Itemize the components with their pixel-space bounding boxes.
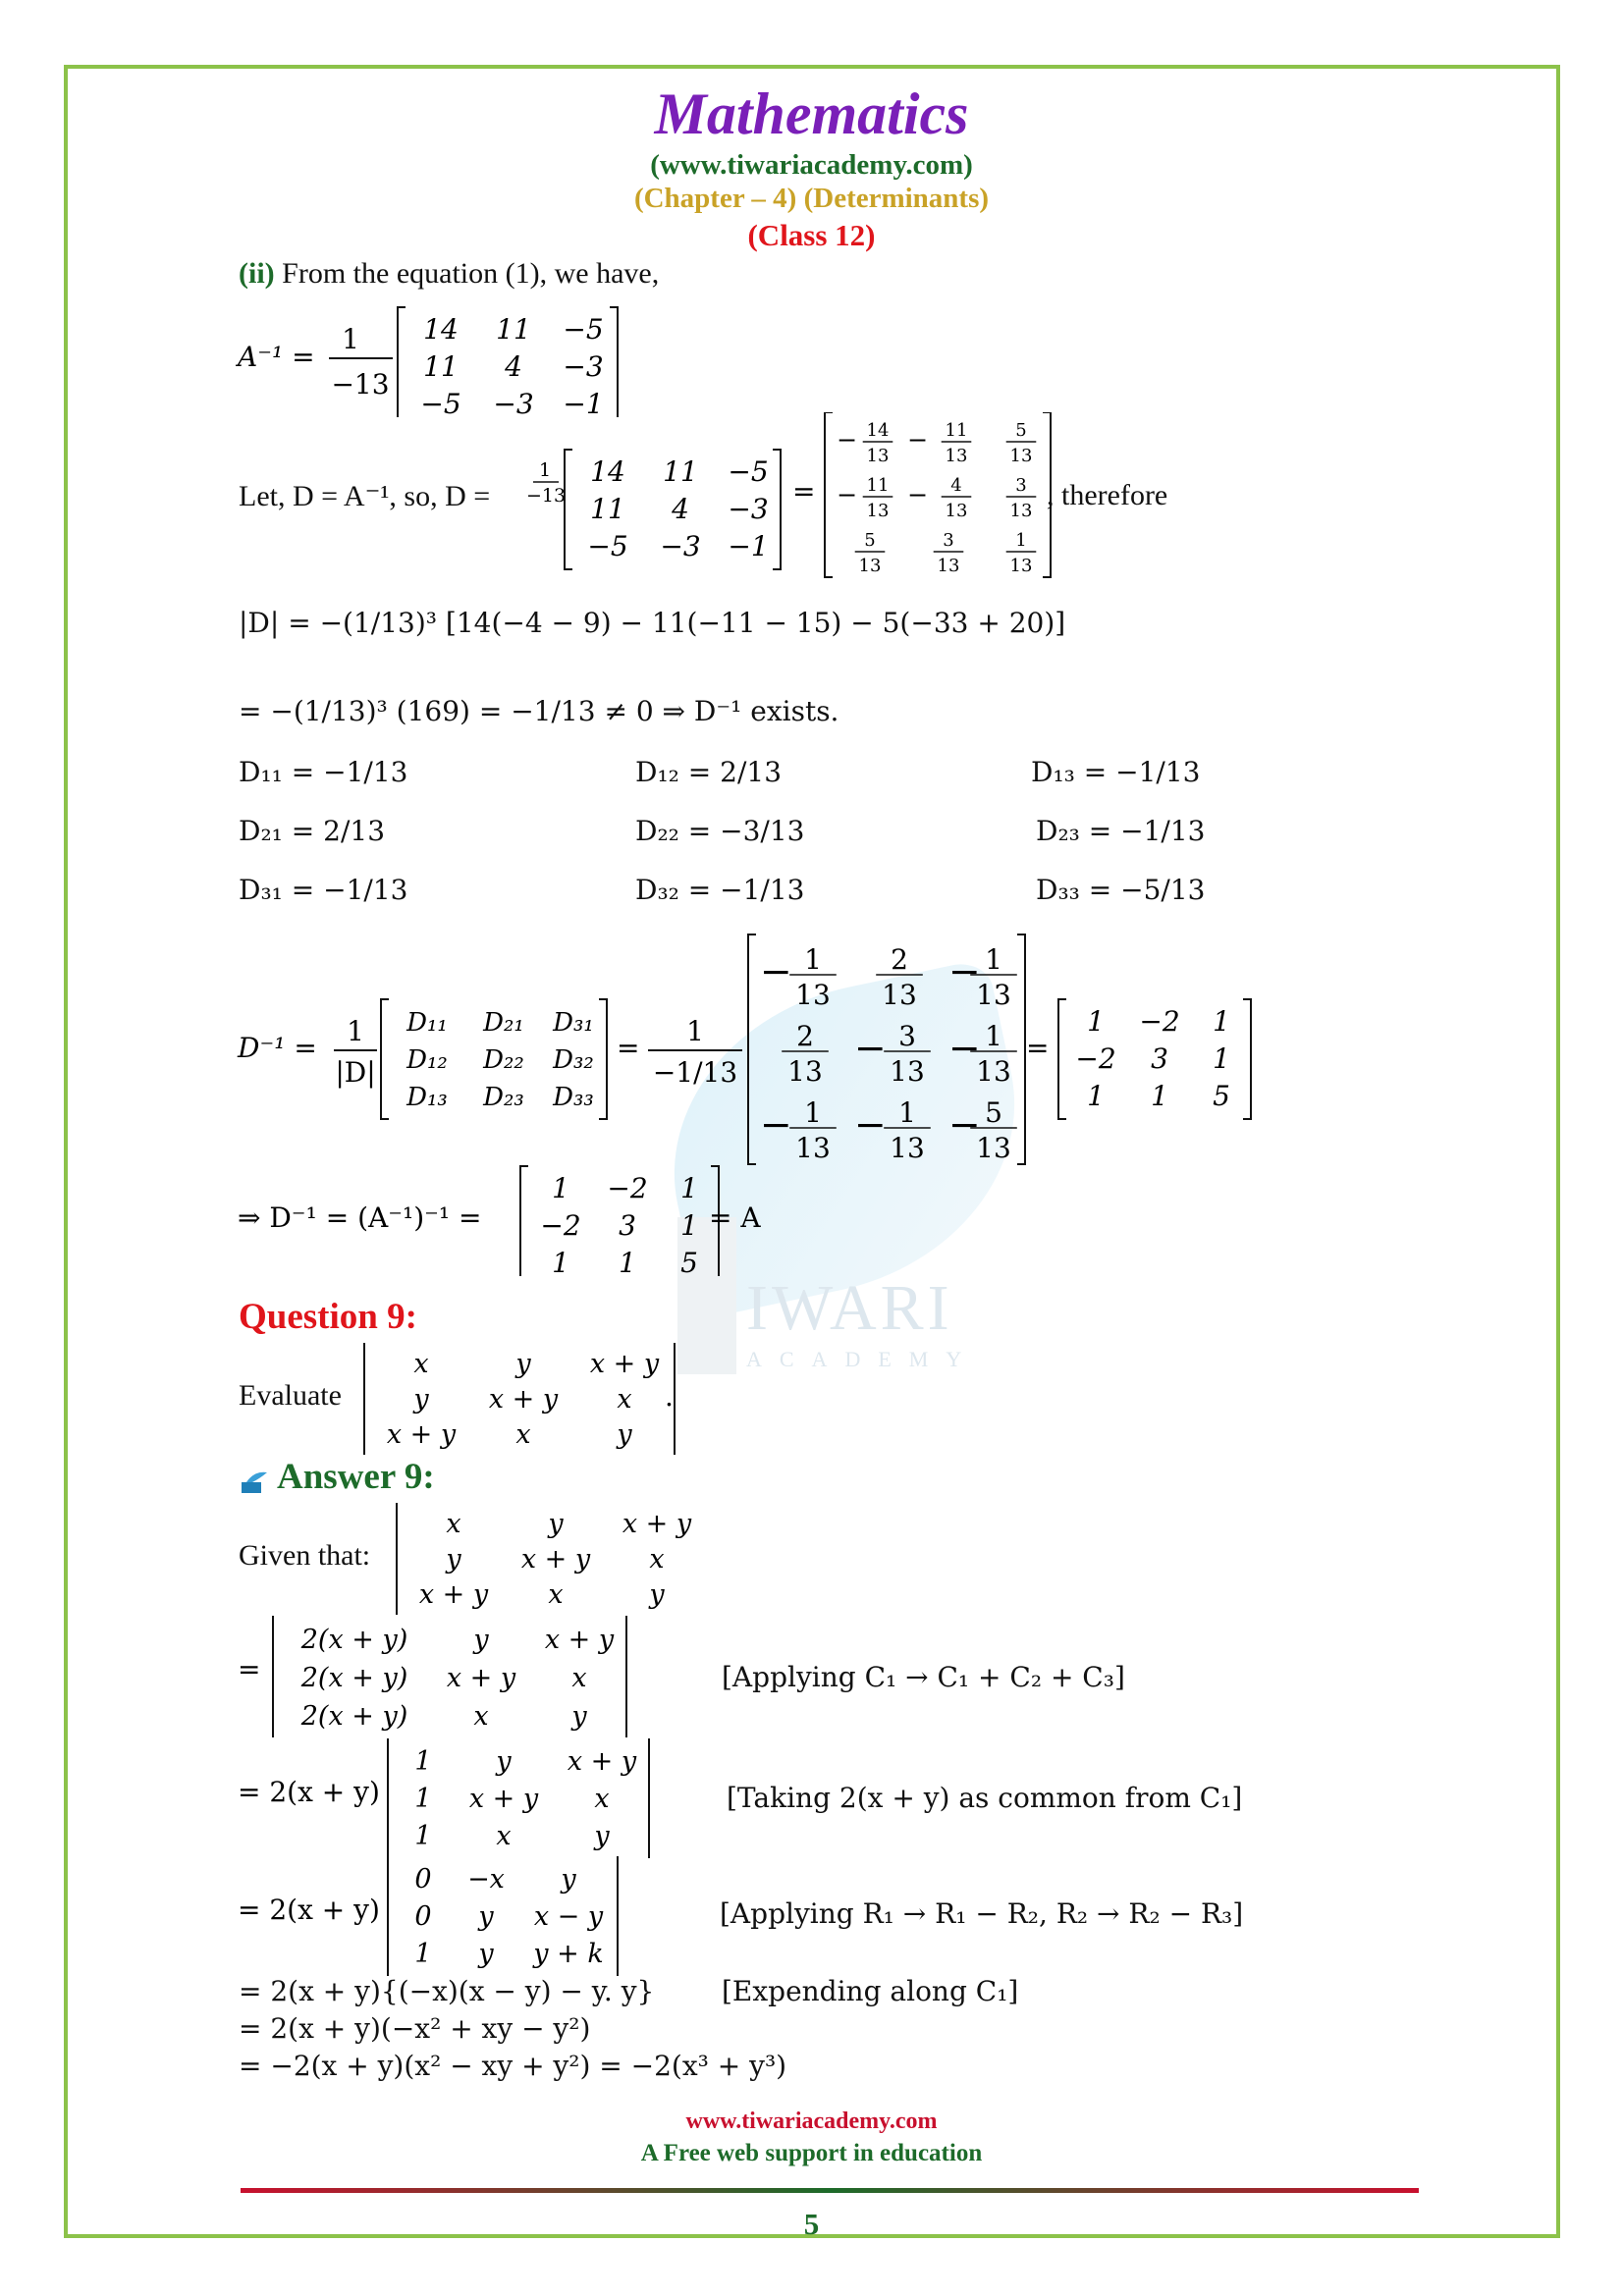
svg-text:1: 1 [538,459,552,481]
matrix-cell: y [478,1939,494,1969]
matrix-cell: 11 [496,313,531,346]
matrix-cell: 0 [414,1901,432,1932]
matrix-cell: x [571,1663,587,1693]
matrix-cell: 1 [1087,1005,1105,1038]
watermark-subtext: ACADEMY [746,1347,980,1371]
svg-text:=: = [792,475,816,507]
ainv-equation [236,299,628,417]
svg-text:D⁻¹ =: D⁻¹ = [238,1032,317,1064]
fraction-numerator: 1 [1015,530,1027,551]
matrix-cell: x [594,1784,610,1814]
matrix-cell: x − y [533,1901,604,1932]
cofactor-d33: D₃₃ = −5/13 [1036,874,1206,906]
minus-sign: − [948,1102,981,1148]
fraction-denominator: 13 [890,1132,925,1164]
matrix-cell: x [473,1701,489,1732]
matrix-cell: y [446,1544,461,1575]
matrix-cell: x + y [386,1419,457,1450]
chapter-label: (Chapter – 4) (Determinants) [633,183,990,214]
matrix-cell: 5 [680,1247,698,1276]
matrix-cell: x + y [488,1384,559,1415]
fraction-denominator: 13 [1009,556,1033,576]
svg-text:=: = [1026,1032,1050,1064]
step3-matrix [388,1856,618,1976]
matrix-cell: y [413,1384,429,1415]
matrix-cell: x [515,1419,531,1450]
matrix-cell: y [548,1509,564,1539]
fraction-numerator: 1 [898,1096,916,1129]
matrix-cell: x + y [544,1625,615,1655]
matrix-cell: −x [467,1864,505,1895]
matrix-cell: x + y [468,1784,539,1814]
matrix-cell: y [617,1419,632,1450]
matrix-result [1058,999,1251,1119]
cofactor-d23: D₂₃ = −1/13 [1036,815,1206,847]
step3-note: [Applying R₁ → R₁ − R₂, R₂ → R₂ − R₃] [720,1897,1244,1930]
fraction-denominator: 13 [882,979,917,1011]
matrix-result-2 [520,1166,719,1276]
svg-text:=: = [238,1653,261,1685]
fraction-denominator: 13 [976,1055,1011,1088]
matrix-cell: −5 [728,455,769,488]
svg-text:= 2(x + y): = 2(x + y) [238,1894,380,1926]
fraction-denominator: 13 [866,446,890,466]
page-number: 5 [803,2207,820,2241]
header-url[interactable]: (www.tiwariacademy.com) [650,149,973,181]
matrix-cell: 1 [552,1172,569,1204]
matrix-cell: 1 [414,1784,432,1814]
svg-text:−13: −13 [525,485,567,507]
cofactor-d21: D₂₁ = 2/13 [239,815,386,847]
matrix-cell: 5 [1213,1080,1230,1112]
fraction-denominator: 13 [1009,446,1033,466]
fraction-numerator: 5 [1015,420,1027,441]
matrix-cell: 1 [1151,1080,1168,1112]
matrix-cell: D₁₁ [406,1008,448,1038]
matrix-cell: x + y [446,1663,516,1693]
matrix-cell: 3 [619,1209,636,1242]
matrix-cell: −2 [540,1209,581,1242]
given-text: Given that: [239,1539,371,1572]
class-label: (Class 12) [747,218,876,252]
matrix-cell: −3 [493,388,534,417]
svg-text:= A: = A [709,1201,761,1234]
cofactor-d32: D₃₂ = −1/13 [635,874,805,906]
answer-pen-icon [241,1470,268,1494]
minus-sign: − [760,949,792,994]
ainv-lhs: A⁻¹ = [238,341,315,373]
part-intro-text: From the equation (1), we have, [282,257,660,290]
svg-text:1: 1 [347,1015,364,1047]
fraction-denominator: 13 [976,979,1011,1011]
d-matrix-equation [525,412,1065,584]
svg-text:= 2(x + y): = 2(x + y) [238,1776,380,1808]
question-text: Evaluate [239,1379,342,1412]
matrix-adj-d [381,999,607,1119]
fraction-numerator: 3 [898,1020,916,1052]
step5-line: = 2(x + y)(−x² + xy − y²) [239,2012,591,2045]
matrix-cell: 1 [1213,1005,1230,1038]
fraction-denominator: 13 [795,1132,831,1164]
matrix-cell: −5 [563,313,604,346]
fraction-denominator: 13 [795,979,831,1011]
svg-text:.: . [665,1380,674,1413]
matrix-a-adjoint-2 [565,450,781,569]
matrix-cell: −3 [563,350,604,383]
matrix-cell: x + y [567,1746,637,1777]
matrix-cell: y [649,1579,665,1610]
step2-matrix [388,1738,649,1858]
fraction-numerator: 1 [985,943,1002,976]
answer-heading: Answer 9: [277,1457,435,1497]
matrix-cell: D₂₁ [483,1008,524,1038]
page-title: Mathematics [654,81,969,146]
step2-equation [236,1733,687,1860]
matrix-adj-d-values [748,934,1025,1164]
matrix-cell: −3 [728,493,769,525]
fraction-numerator: 11 [866,475,890,496]
det-d-line2: = −(1/13)³ (169) = −1/13 ≠ 0 ⇒ D⁻¹ exists. [239,695,839,727]
dinv-final [236,1158,785,1276]
fraction-numerator: 1 [804,943,822,976]
matrix-cell: y [571,1701,587,1732]
matrix-cell: 4 [505,350,522,383]
matrix-cell: 1 [1213,1042,1230,1075]
cofactor-d22: D₂₂ = −3/13 [635,815,805,847]
det-d-line1: |D| = −(1/13)³ [14(−4 − 9) − 11(−11 − 15) − 5(−33 + 20)] [239,607,1066,639]
matrix-cell: y [496,1746,512,1777]
watermark-text: IWARI [746,1272,953,1344]
matrix-cell: D₃₃ [553,1083,594,1112]
matrix-cell: y [473,1625,489,1655]
part-ii-intro [239,257,659,291]
minus-sign: − [907,480,929,509]
fraction-numerator: 5 [864,530,876,551]
minus-sign: − [837,480,858,509]
matrix-cell: 14 [590,455,625,488]
matrix-cell: −5 [587,530,628,562]
cofactor-d11: D₁₁ = −1/13 [239,756,408,788]
matrix-cell: −1 [563,388,604,417]
step4-note: [Expending along C₁] [722,1975,1019,2007]
svg-text:⇒ D⁻¹ = (A⁻¹)⁻¹ =: ⇒ D⁻¹ = (A⁻¹)⁻¹ = [238,1201,482,1234]
minus-sign: − [854,1026,887,1071]
matrix-cell: 1 [414,1939,432,1969]
fraction-numerator: 2 [891,943,908,976]
matrix-cell: 2(x + y) [300,1663,408,1693]
matrix-cell: x + y [589,1349,660,1379]
matrix-cell: 11 [423,350,459,383]
matrix-a-adjoint [398,307,618,417]
given-matrix [397,1503,705,1615]
minus-sign: − [854,1102,887,1148]
matrix-cell: x + y [622,1509,692,1539]
matrix-cell: D₂₃ [483,1083,524,1112]
footer-rule [241,2188,1419,2193]
fraction-numerator: 14 [866,420,890,441]
matrix-cell: x [649,1544,665,1575]
matrix-cell: 1 [619,1247,636,1276]
frac-den: −13 [331,368,390,400]
dinv-equation [236,933,1276,1168]
fraction-numerator: 1 [804,1096,822,1129]
frac-num: 1 [342,323,359,355]
matrix-cell: x [413,1349,429,1379]
matrix-cell: 1 [414,1821,432,1851]
given-determinant [391,1497,705,1615]
cofactor-d12: D₁₂ = 2/13 [635,756,783,788]
fraction-denominator: 13 [787,1055,823,1088]
matrix-cell: 3 [1151,1042,1168,1075]
svg-text:|D|: |D| [335,1056,376,1089]
matrix-cell: 11 [663,455,698,488]
part-label: (ii) [239,257,275,290]
matrix-cell: 14 [423,313,459,346]
cofactor-d31: D₃₁ = −1/13 [239,874,408,906]
let-d-text: Let, D = A⁻¹, so, D = [239,480,491,512]
step6-line: = −2(x + y)(x² − xy + y²) = −2(x³ + y³) [239,2050,787,2082]
matrix-cell: x [548,1579,564,1610]
svg-text:−1/13: −1/13 [652,1056,738,1089]
cofactor-d13: D₁₃ = −1/13 [1031,756,1201,788]
matrix-cell: x + y [418,1579,489,1610]
step3-equation [236,1850,687,1978]
fraction-numerator: 1 [985,1020,1002,1052]
matrix-cell: 2(x + y) [300,1625,408,1655]
matrix-cell: 1 [680,1172,698,1204]
matrix-cell: y [594,1821,610,1851]
footer-tagline: A Free web support in education [640,2140,983,2166]
fraction-numerator: 2 [796,1020,814,1052]
step1-matrix [273,1616,626,1737]
matrix-cell: x [446,1509,461,1539]
fraction-denominator: 13 [1009,501,1033,521]
fraction-numerator: 5 [985,1096,1002,1129]
minus-sign: − [907,425,929,454]
matrix-cell: −2 [1075,1042,1116,1075]
matrix-cell: −3 [660,530,701,562]
fraction-denominator: 13 [976,1132,1011,1164]
matrix-cell: 11 [590,493,625,525]
step2-note: [Taking 2(x + y) as common from C₁] [727,1782,1243,1814]
fraction-denominator: 13 [937,556,960,576]
matrix-cell: y + k [533,1939,604,1969]
fraction-denominator: 13 [858,556,882,576]
matrix-cell: 0 [414,1864,432,1895]
step1-equation [236,1610,687,1737]
therefore-text: , therefore [1047,479,1168,511]
matrix-cell: D₁₂ [406,1045,448,1075]
step4-line: = 2(x + y){(−x)(x − y) − y. y} [239,1975,655,2007]
matrix-cell: x + y [520,1544,591,1575]
matrix-cell: 1 [680,1209,698,1242]
fraction-denominator: 13 [890,1055,925,1088]
matrix-cell: x [617,1384,632,1415]
matrix-cell: y [561,1864,576,1895]
matrix-cell: y [515,1349,531,1379]
matrix-d [825,412,1051,577]
minus-sign: − [948,1026,981,1071]
minus-sign: − [760,1102,792,1148]
fraction-numerator: 3 [943,530,954,551]
svg-text:1: 1 [686,1015,704,1047]
matrix-cell: D₃₂ [553,1045,594,1075]
matrix-cell: 1 [414,1746,432,1777]
question-determinant [358,1337,692,1455]
matrix-cell: D₂₂ [483,1045,524,1075]
svg-text:=: = [617,1032,640,1064]
matrix-cell: x [496,1821,512,1851]
fraction-numerator: 3 [1015,475,1027,496]
matrix-cell: 4 [672,493,689,525]
question-matrix [364,1343,675,1455]
matrix-cell: 2(x + y) [300,1701,408,1732]
fraction-denominator: 13 [945,501,968,521]
question-heading: Question 9: [239,1297,417,1337]
matrix-cell: −2 [607,1172,648,1204]
fraction-numerator: 4 [950,475,962,496]
step1-note: [Applying C₁ → C₁ + C₂ + C₃] [722,1661,1125,1693]
fraction-denominator: 13 [945,446,968,466]
matrix-cell: y [478,1901,494,1932]
matrix-cell: −1 [728,530,769,562]
matrix-cell: 1 [552,1247,569,1276]
minus-sign: − [837,425,858,454]
fraction-numerator: 11 [945,420,968,441]
fraction-denominator: 13 [866,501,890,521]
matrix-cell: 1 [1087,1080,1105,1112]
matrix-cell: −2 [1139,1005,1180,1038]
minus-sign: − [948,949,981,994]
matrix-cell: D₃₁ [553,1008,594,1038]
matrix-cell: −5 [420,388,461,417]
matrix-cell: D₁₃ [406,1083,448,1112]
footer-url[interactable]: www.tiwariacademy.com [685,2109,938,2134]
